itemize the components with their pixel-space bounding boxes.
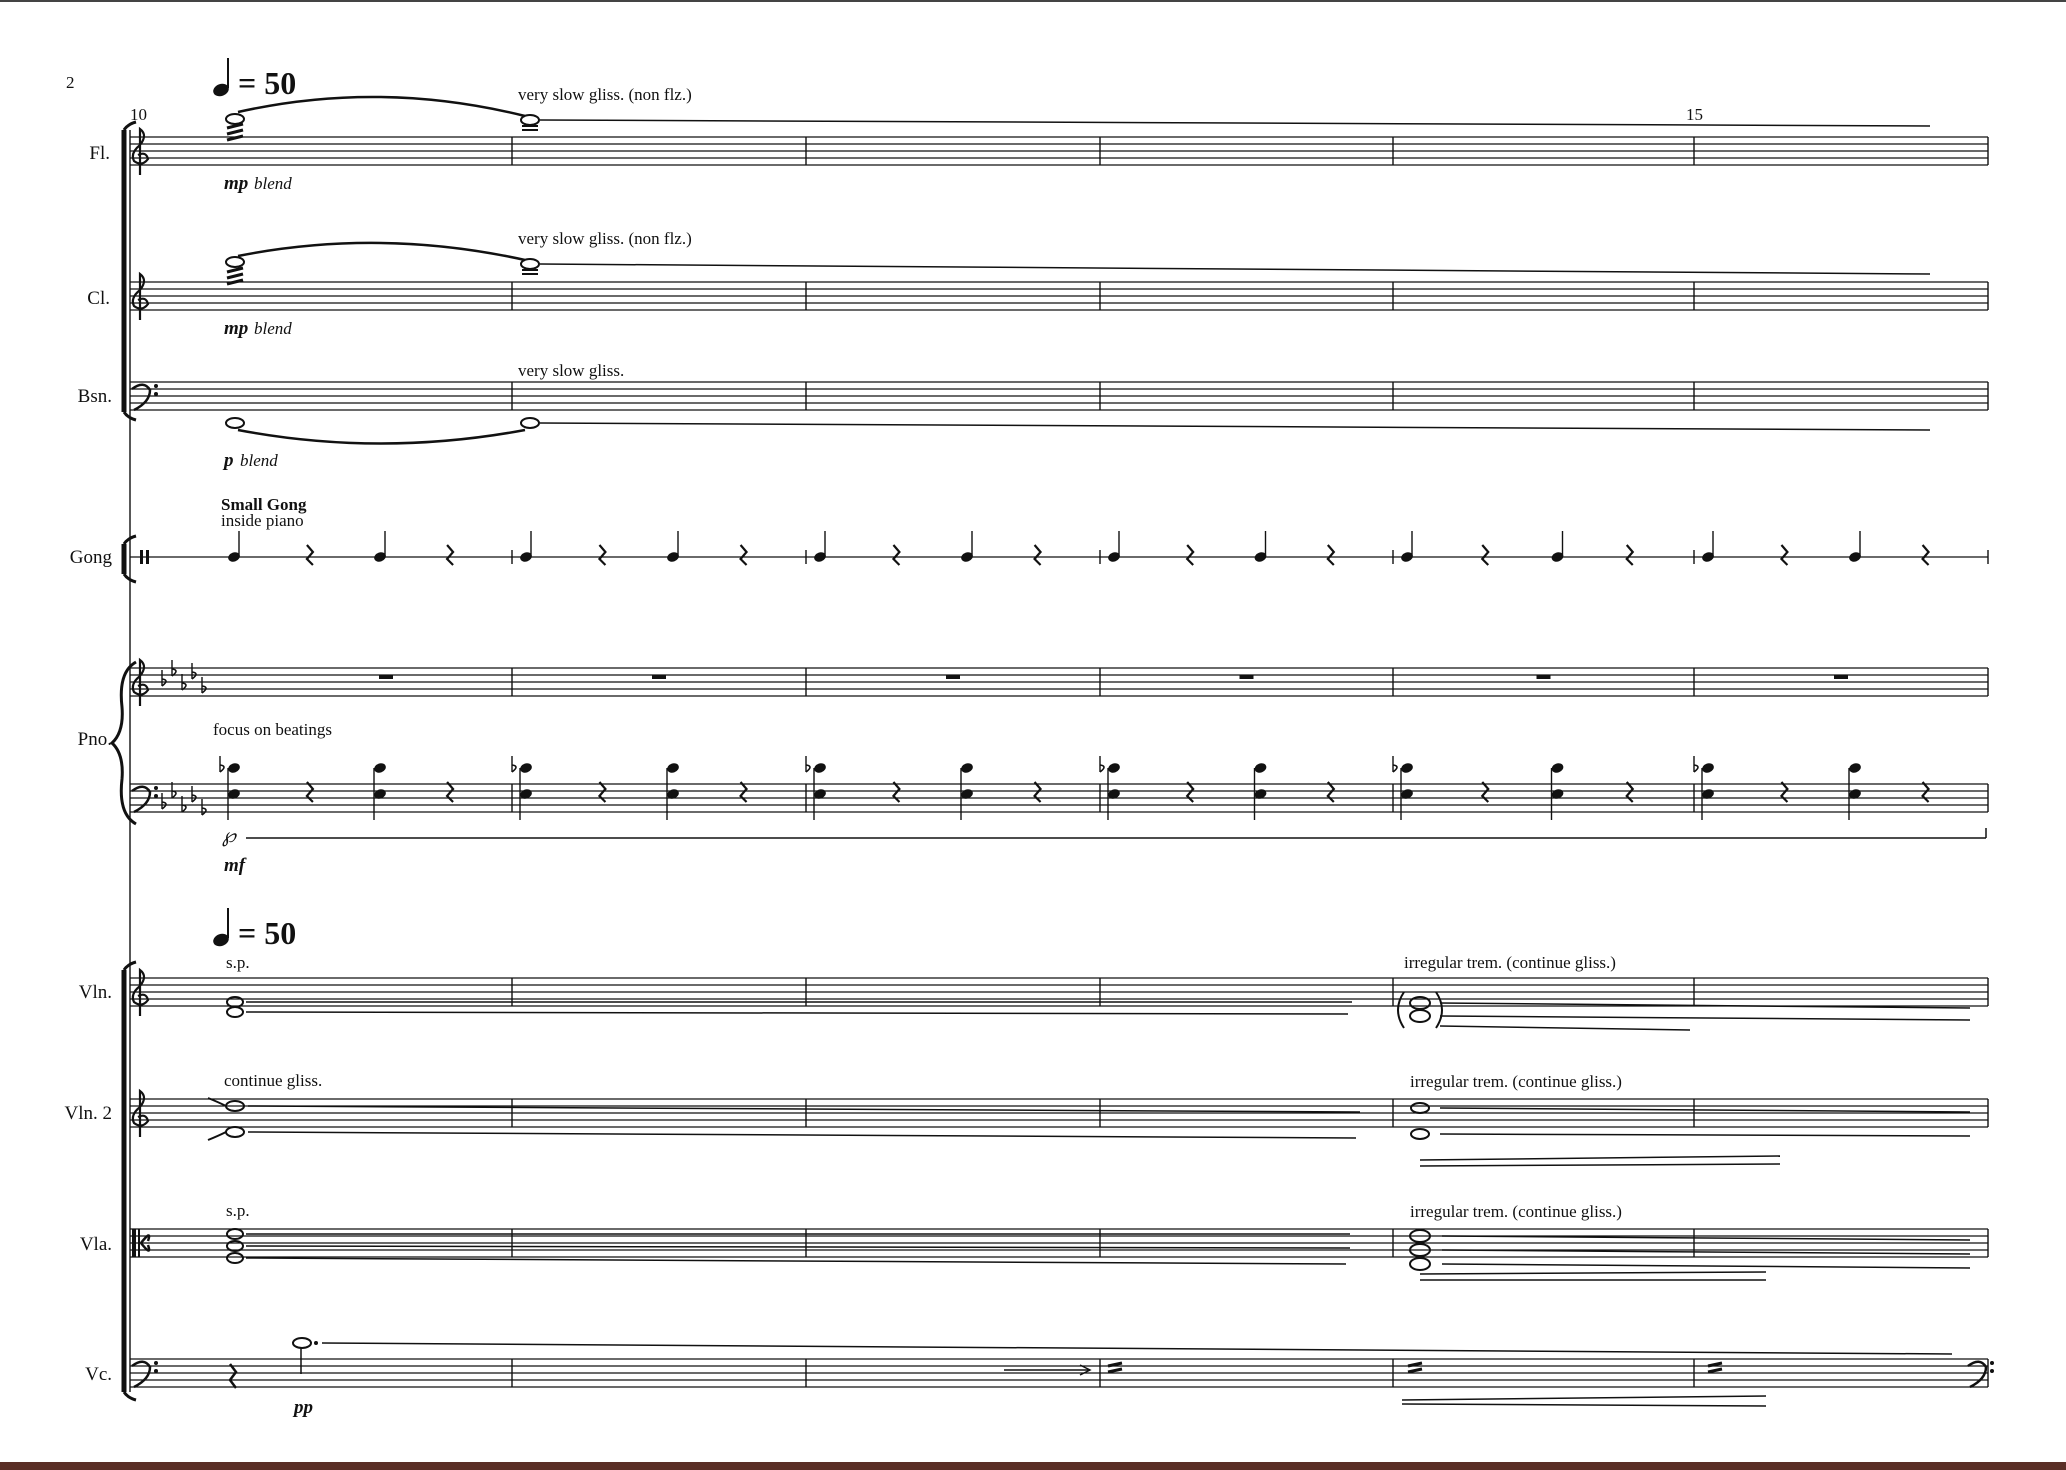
- viola-sp: s.p.: [226, 1201, 250, 1220]
- label-gong: Gong: [69, 547, 112, 568]
- label-cello: Vc.: [85, 1364, 112, 1385]
- bassoon-dynamic: p: [224, 450, 234, 471]
- staves: [130, 137, 1988, 1387]
- score-canvas: [0, 2, 2066, 1464]
- piano-focus-text: focus on beatings: [213, 720, 332, 739]
- bass-clef-icon: [1968, 1361, 1994, 1387]
- flute-notes: [226, 97, 1930, 140]
- label-piano: Pno.: [77, 729, 112, 750]
- bar-number-10: 10: [130, 105, 147, 124]
- violin1-sp: s.p.: [226, 953, 250, 972]
- treble-clef-icon: [133, 660, 148, 706]
- label-violin-2: Vln. 2: [64, 1103, 112, 1124]
- label-clarinet: Cl.: [87, 288, 110, 309]
- violin1-notes: [227, 992, 1970, 1030]
- gong-title: Small Gong: [221, 495, 307, 514]
- flute-gliss-text: very slow gliss. (non flz.): [518, 85, 692, 104]
- piano-key-signatures: [162, 660, 206, 815]
- treble-clef-icon: [133, 274, 148, 320]
- staff-piano-rh: [130, 668, 1988, 696]
- treble-clef-icon: [133, 129, 148, 175]
- gong-subtitle: inside piano: [221, 511, 304, 530]
- flute-expression: blend: [254, 174, 292, 193]
- violin2-continue-text: continue gliss.: [224, 1071, 323, 1090]
- cello-dynamic: pp: [294, 1397, 313, 1418]
- clefs: [132, 129, 1994, 1387]
- bass-clef-icon: [132, 786, 158, 812]
- bassoon-gliss-text: very slow gliss.: [518, 361, 625, 380]
- bassoon-expression: blend: [240, 451, 278, 470]
- bassoon-notes: [226, 418, 1930, 444]
- staff-clarinet: [130, 282, 1988, 310]
- violin1-trem-text: irregular trem. (continue gliss.): [1404, 953, 1616, 972]
- svg-text:℘: ℘: [222, 825, 236, 847]
- staff-bassoon: [130, 382, 1988, 410]
- piano-pedal: [222, 825, 1986, 847]
- clarinet-gliss-text: very slow gliss. (non flz.): [518, 229, 692, 248]
- staff-flute: [130, 137, 1988, 165]
- bass-clef-icon: [132, 1361, 158, 1387]
- clarinet-notes: [226, 243, 1930, 284]
- viola-notes: [227, 1229, 1970, 1280]
- page-number: 2: [66, 73, 75, 92]
- tempo-mark-top: [211, 58, 296, 101]
- treble-clef-icon: [133, 970, 148, 1016]
- staff-violin2: [130, 1099, 1988, 1127]
- bar-number-15: 15: [1686, 105, 1703, 124]
- label-flute: Fl.: [89, 143, 110, 164]
- label-viola: Vla.: [79, 1234, 112, 1255]
- violin2-trem-text: irregular trem. (continue gliss.): [1410, 1072, 1622, 1091]
- window-bottom-edge: [0, 1462, 2066, 1470]
- clarinet-dynamic: mp: [224, 318, 249, 339]
- piano-dynamic: mf: [224, 855, 246, 876]
- tempo-mark-strings: [211, 908, 296, 951]
- treble-clef-icon: [133, 1091, 148, 1137]
- violin2-notes: [208, 1098, 1970, 1166]
- flute-dynamic: mp: [224, 173, 249, 194]
- barlines: [130, 130, 1988, 1392]
- staff-viola: [130, 1229, 1988, 1257]
- label-violin-1: Vln.: [78, 982, 112, 1003]
- clarinet-expression: blend: [254, 319, 292, 338]
- bass-clef-icon: [132, 384, 158, 410]
- viola-trem-text: irregular trem. (continue gliss.): [1410, 1202, 1622, 1221]
- gong-notes: [227, 531, 1929, 565]
- label-bassoon: Bsn.: [77, 386, 112, 407]
- tempo-text-strings: = 50: [238, 915, 297, 951]
- tempo-text-top: = 50: [238, 65, 297, 101]
